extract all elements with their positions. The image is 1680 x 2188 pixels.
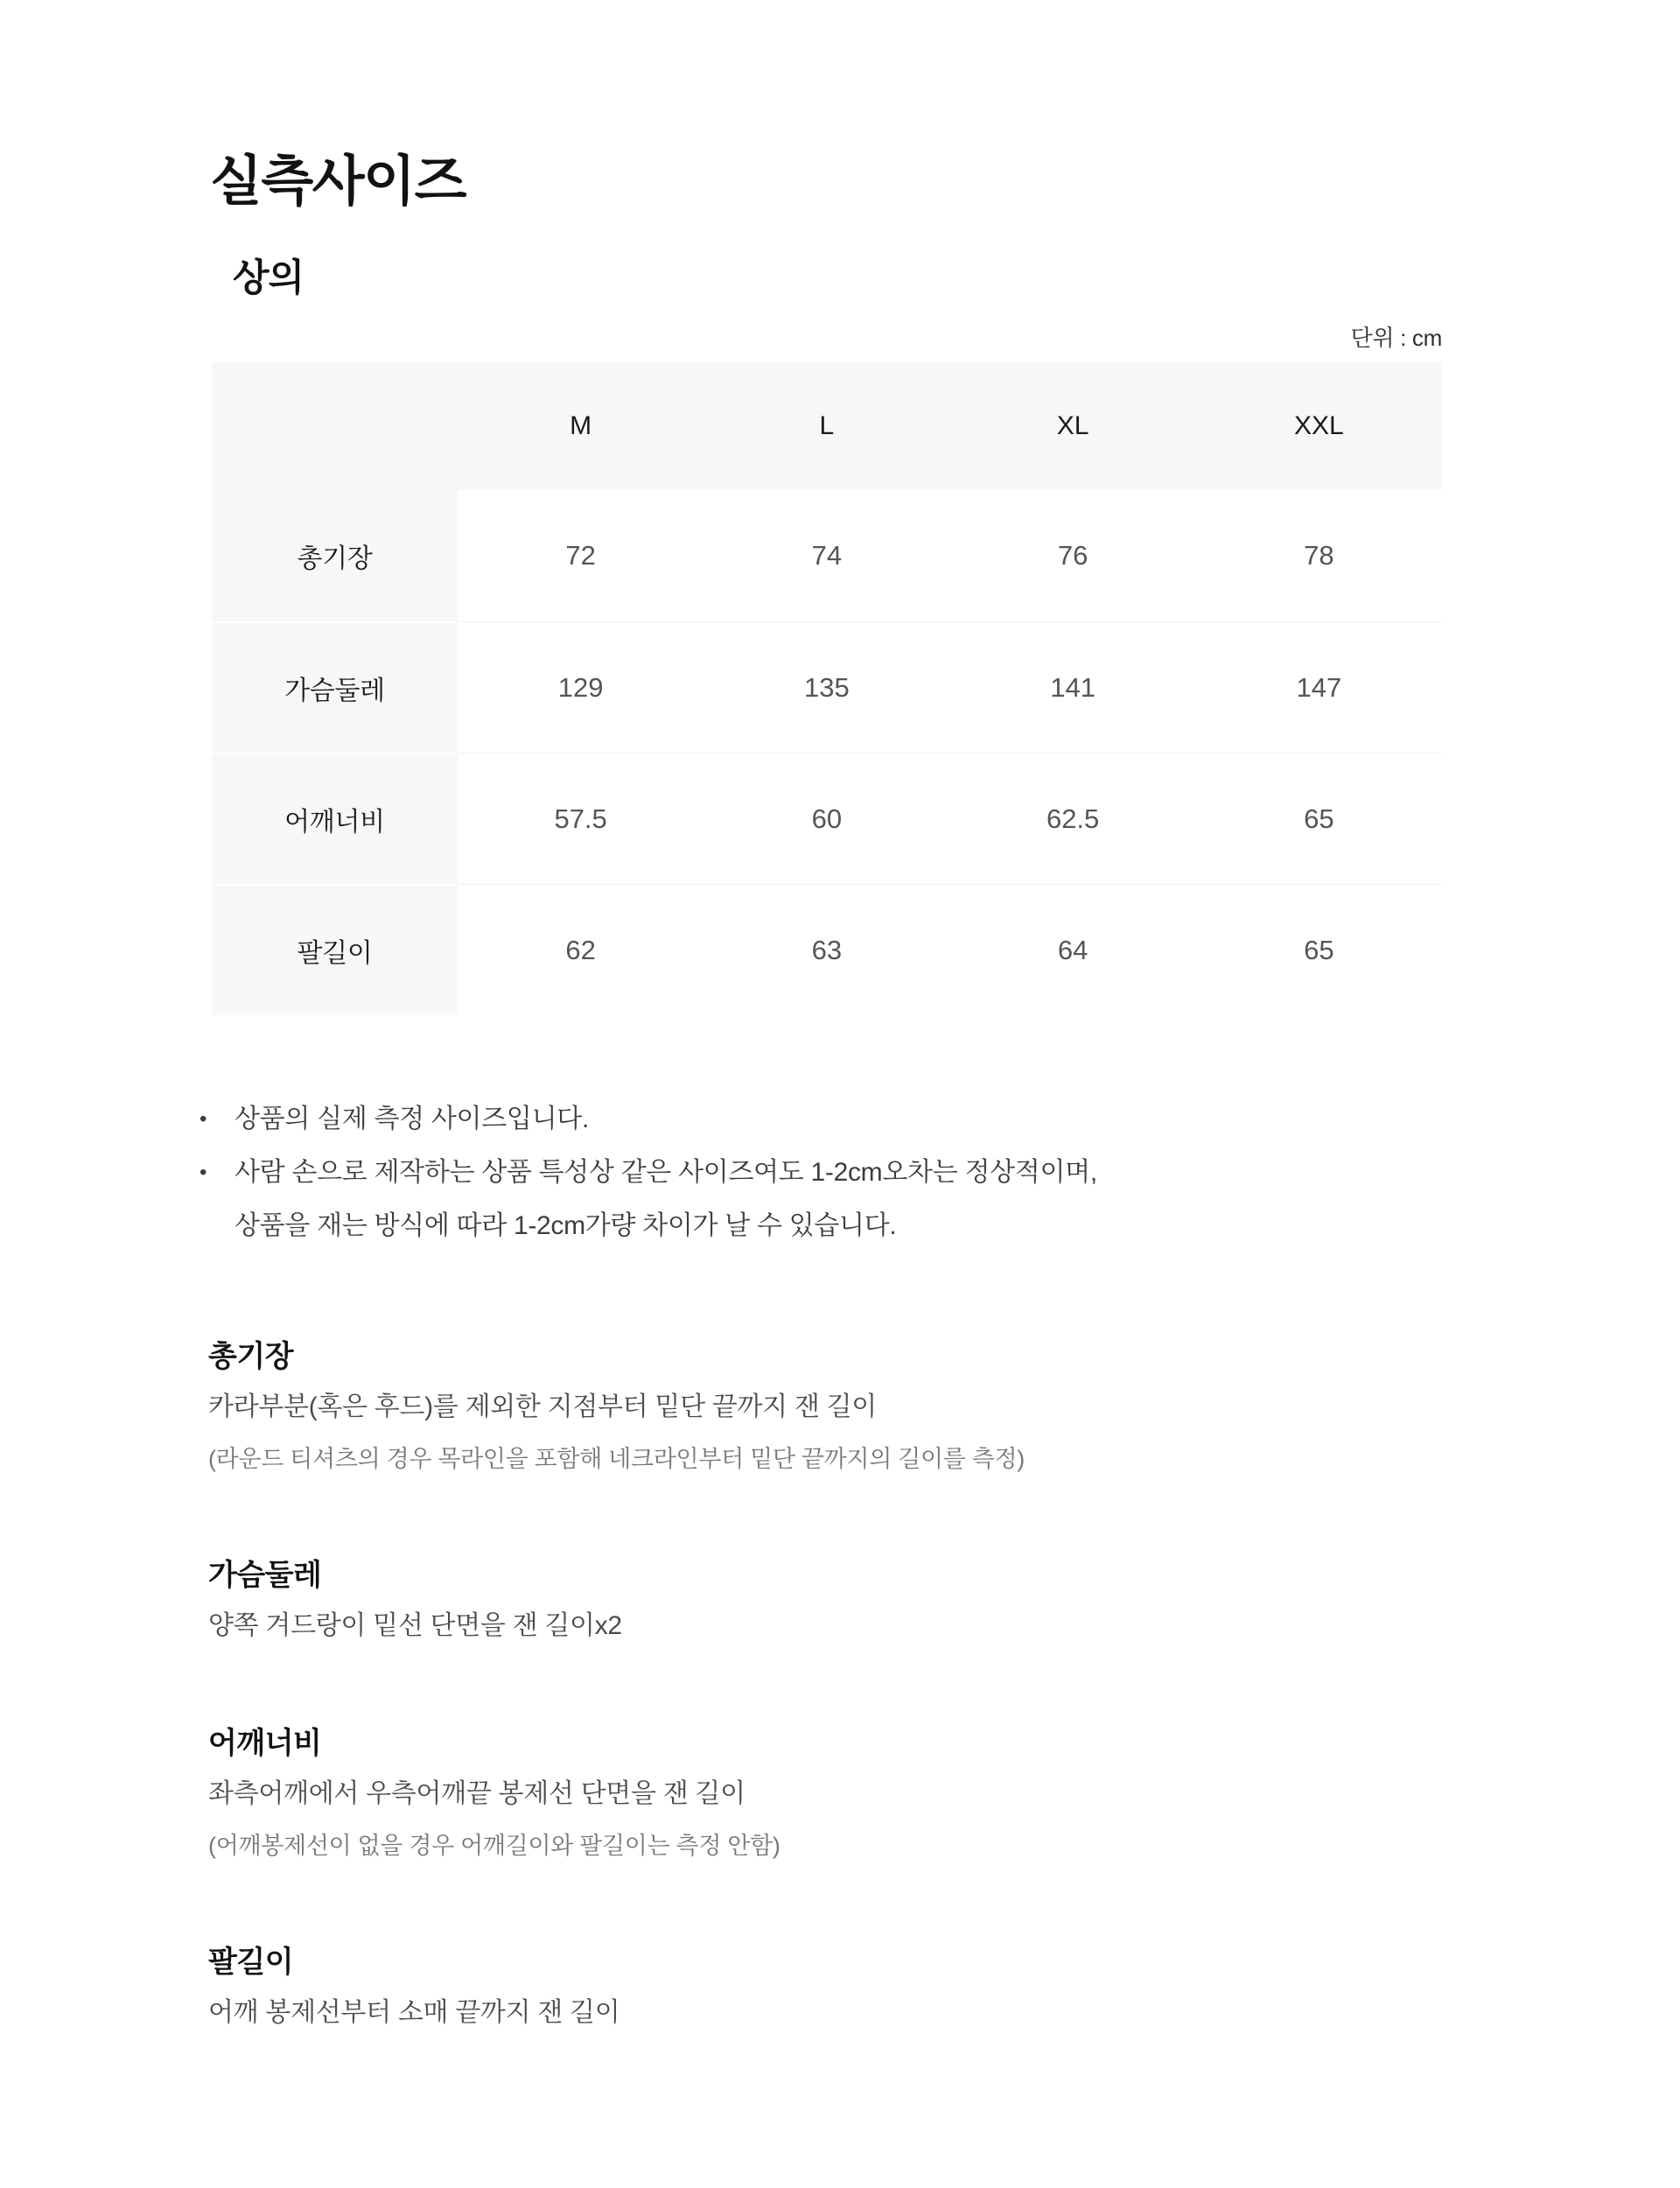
- definition-term: 팔길이: [208, 1946, 294, 1979]
- size-value-chest-circumference-l: 135: [704, 621, 949, 753]
- note-text: [234, 1146, 1097, 1252]
- table-corner-cell: [212, 362, 458, 490]
- row-label-shoulder-width: 어깨너비: [212, 753, 458, 884]
- size-value-sleeve-length-xxl: 65: [1196, 884, 1442, 1015]
- size-value-total-length-xxl: 78: [1304, 540, 1334, 571]
- row-label-total-length: 총기장: [212, 490, 458, 621]
- definition-term: 어깨너비: [208, 1727, 322, 1760]
- size-value-chest-circumference-xxl: 147: [1196, 621, 1442, 753]
- definition-desc: 어깨 봉제선부터 소매 끝까지 잰 길이: [208, 1998, 620, 2027]
- definition-chest-circumference: [208, 1556, 1486, 1649]
- definition-note: (라운드 티셔츠의 경우 목라인을 포함해 네크라인부터 밑단 끝까지의 길이를 측정): [208, 1446, 1026, 1472]
- bullet: •: [200, 1107, 207, 1131]
- definition-total-length: [208, 1337, 1486, 1481]
- unit-label: 단위 : cm: [1350, 325, 1442, 351]
- measurement-definitions: [208, 1337, 1486, 2111]
- size-value-chest-circumference-m: 129: [458, 621, 704, 753]
- definition-desc: 카라부분(혹은 후드)를 제외한 지점부터 밑단 끝까지 잰 길이: [208, 1392, 877, 1421]
- size-table: [212, 362, 1442, 1015]
- row-label-sleeve-length: 팔길이: [212, 884, 458, 1015]
- notes-list: [200, 1092, 1512, 1252]
- column-header-xxl: XXL: [1196, 362, 1442, 490]
- definition-note: (어깨봉제선이 없을 경우 어깨길이와 팔길이는 측정 안함): [208, 1833, 780, 1859]
- size-value-sleeve-length-l: 63: [704, 884, 949, 1015]
- definition-sleeve-length: [208, 1943, 1486, 2036]
- size-value-shoulder-width-m: 57.5: [458, 753, 704, 884]
- note-text: 상품의 실제 측정 사이즈입니다.: [234, 1105, 589, 1133]
- row-label-chest-circumference: 가슴둘레: [212, 621, 458, 753]
- column-header-m: M: [458, 362, 704, 490]
- definition-shoulder-width: [208, 1724, 1486, 1868]
- size-value-chest-circumference-xl: 141: [950, 621, 1196, 753]
- column-header-xl: XL: [950, 362, 1196, 490]
- column-header-l: L: [704, 362, 949, 490]
- note-item: [200, 1092, 1512, 1146]
- size-value-shoulder-width-xxl: 65: [1196, 753, 1442, 884]
- size-value-total-length-l: 74: [811, 540, 843, 571]
- note-item: [200, 1146, 1512, 1252]
- size-value-total-length-xl: 76: [1057, 540, 1088, 571]
- size-value-sleeve-length-m: 62: [458, 884, 704, 1015]
- definition-term: 가슴둘레: [208, 1559, 322, 1592]
- note-line: 상품을 재는 방식에 따라 1-2cm가량 차이가 날 수 있습니다.: [234, 1211, 897, 1240]
- note-line: 사람 손으로 제작하는 상품 특성상 같은 사이즈여도 1-2cm오차는 정상적이며,: [234, 1158, 1097, 1187]
- definition-desc: 양쪽 겨드랑이 밑선 단면을 잰 길이x2: [208, 1611, 622, 1640]
- definition-desc: 좌측어깨에서 우측어깨끝 봉제선 단면을 잰 길이: [208, 1779, 746, 1808]
- size-value-shoulder-width-l: 60: [704, 753, 949, 884]
- definition-term: 총기장: [208, 1340, 294, 1373]
- page-title: 실측사이즈: [210, 151, 466, 212]
- size-value-sleeve-length-xl: 64: [950, 884, 1196, 1015]
- size-value-shoulder-width-xl: 62.5: [950, 753, 1196, 884]
- section-subtitle: 상의: [233, 257, 304, 299]
- size-value-total-length-m: 72: [565, 540, 596, 571]
- bullet: •: [200, 1161, 207, 1184]
